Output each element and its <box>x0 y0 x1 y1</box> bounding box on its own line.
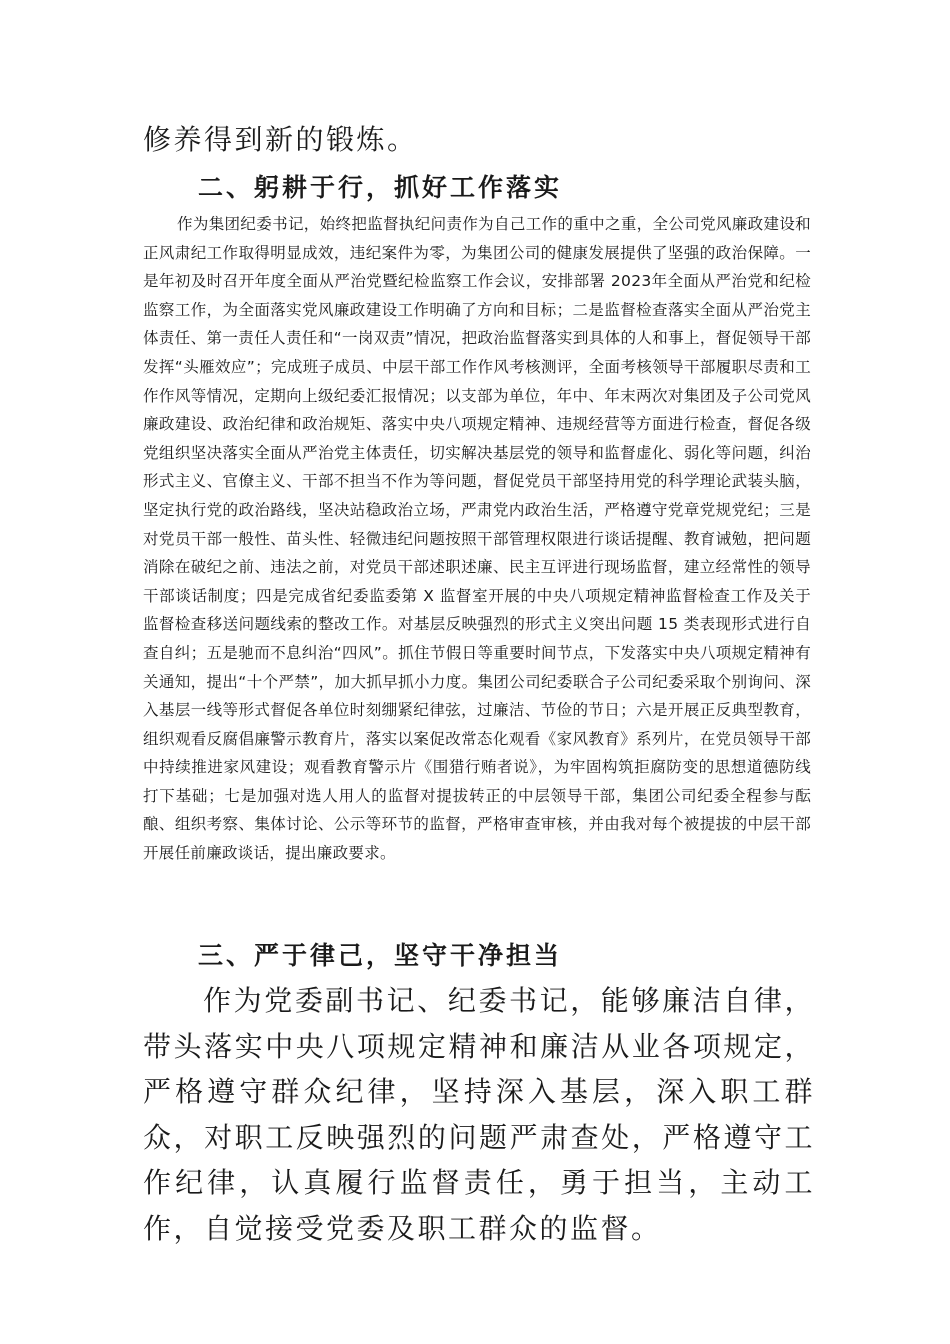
section-heading-3: 三、严于律己，坚守干净担当 <box>198 941 563 970</box>
section-heading-2: 二、躬耕于行，抓好工作落实 <box>198 173 563 202</box>
section-2-paragraph: 作为集团纪委书记，始终把监督执纪问责作为自己工作的重中之重，全公司党风廉政建设和正风肃纪工作取得明显成效，违纪案件为零，为集团公司的健康发展提供了坚强的政治保障。一是年初及时召开年度全面从严治党暨纪检监察工作会议，安排部署 2023年全面从严治党和纪检监察工作，为全面落实党风廉政建设工作明确了方向和目标；二是监督检查落实全面从严治党主体责任、第一责任人责任和“一岗双责”情况，把政治监督落实到具体的人和事上，督促领导干部发挥“头雁效应”；完成班子成员、中层干部工作作风考核测评，全面考核领导干部履职尽责和工作作风等情况，定期向上级纪委汇报情况；以支部为单位，年中、年末两次对集团及子公司党风廉政建设、政治纪律和政治规矩、落实中央八项规定精神、违规经营等方面进行检查，督促各级党组织坚决落实全面从严治党主体责任，切实解决基层党的领导和监督虚化、弱化等问题，纠治形式主义、官僚主义、干部不担当不作为等问题，督促党员干部坚持用党的科学理论武装头脑，坚定执行党的政治路线，坚决站稳政治立场，严肃党内政治生活，严格遵守党章党规党纪；三是对党员干部一般性、苗头性、轻微违纪问题按照干部管理权限进行谈话提醒、教育诫勉，把问题消除在破纪之前、违法之前，对党员干部述职述廉、民主互评进行现场监督，建立经常性的领导干部谈话制度；四是完成省纪委监委第 X 监督室开展的中央八项规定精神监督检查工作及关于监督检查移送问题线索的整改工作。对基层反映强烈的形式主义突出问题 15 类表现形式进行自查自纠；五是驰而不息纠治“四风”。抓住节假日等重要时间节点，下发落实中央八项规定精神有关通知，提出“十个严禁”，加大抓早抓小力度。集团公司纪委联合子公司纪委采取个别询问、深入基层一线等形式督促各单位时刻绷紧纪律弦，过廉洁、节俭的节日；六是开展正反典型教育，组织观看反腐倡廉警示教育片，落实以案促改常态化观看《家风教育》系列片，在党员领导干部中持续推进家风建设；观看教育警示片《围猎行贿者说》，为牢固构筑拒腐防变的思想道德防线打下基础；七是加强对选人用人的监督对提拔转正的中层领导干部，集团公司纪委全程参与酝酿、组织考察、集体讨论、公示等环节的监督，严格审查审核，并由我对每个被提拔的中层干部开展任前廉政谈话，提出廉政要求。 <box>143 215 811 863</box>
section-3-paragraph: 作为党委副书记、纪委书记，能够廉洁自律，带头落实中央八项规定精神和廉洁从业各项规定，严格遵守群众纪律，坚持深入基层，深入职工群众，对职工反映强烈的问题严肃查处，严格遵守工作纪律，认真履行监督责任，勇于担当，主动工作，自觉接受党委及职工群众的监督。 <box>143 984 815 1245</box>
carryover-paragraph-line: 修养得到新的锻炼。 <box>143 123 418 156</box>
